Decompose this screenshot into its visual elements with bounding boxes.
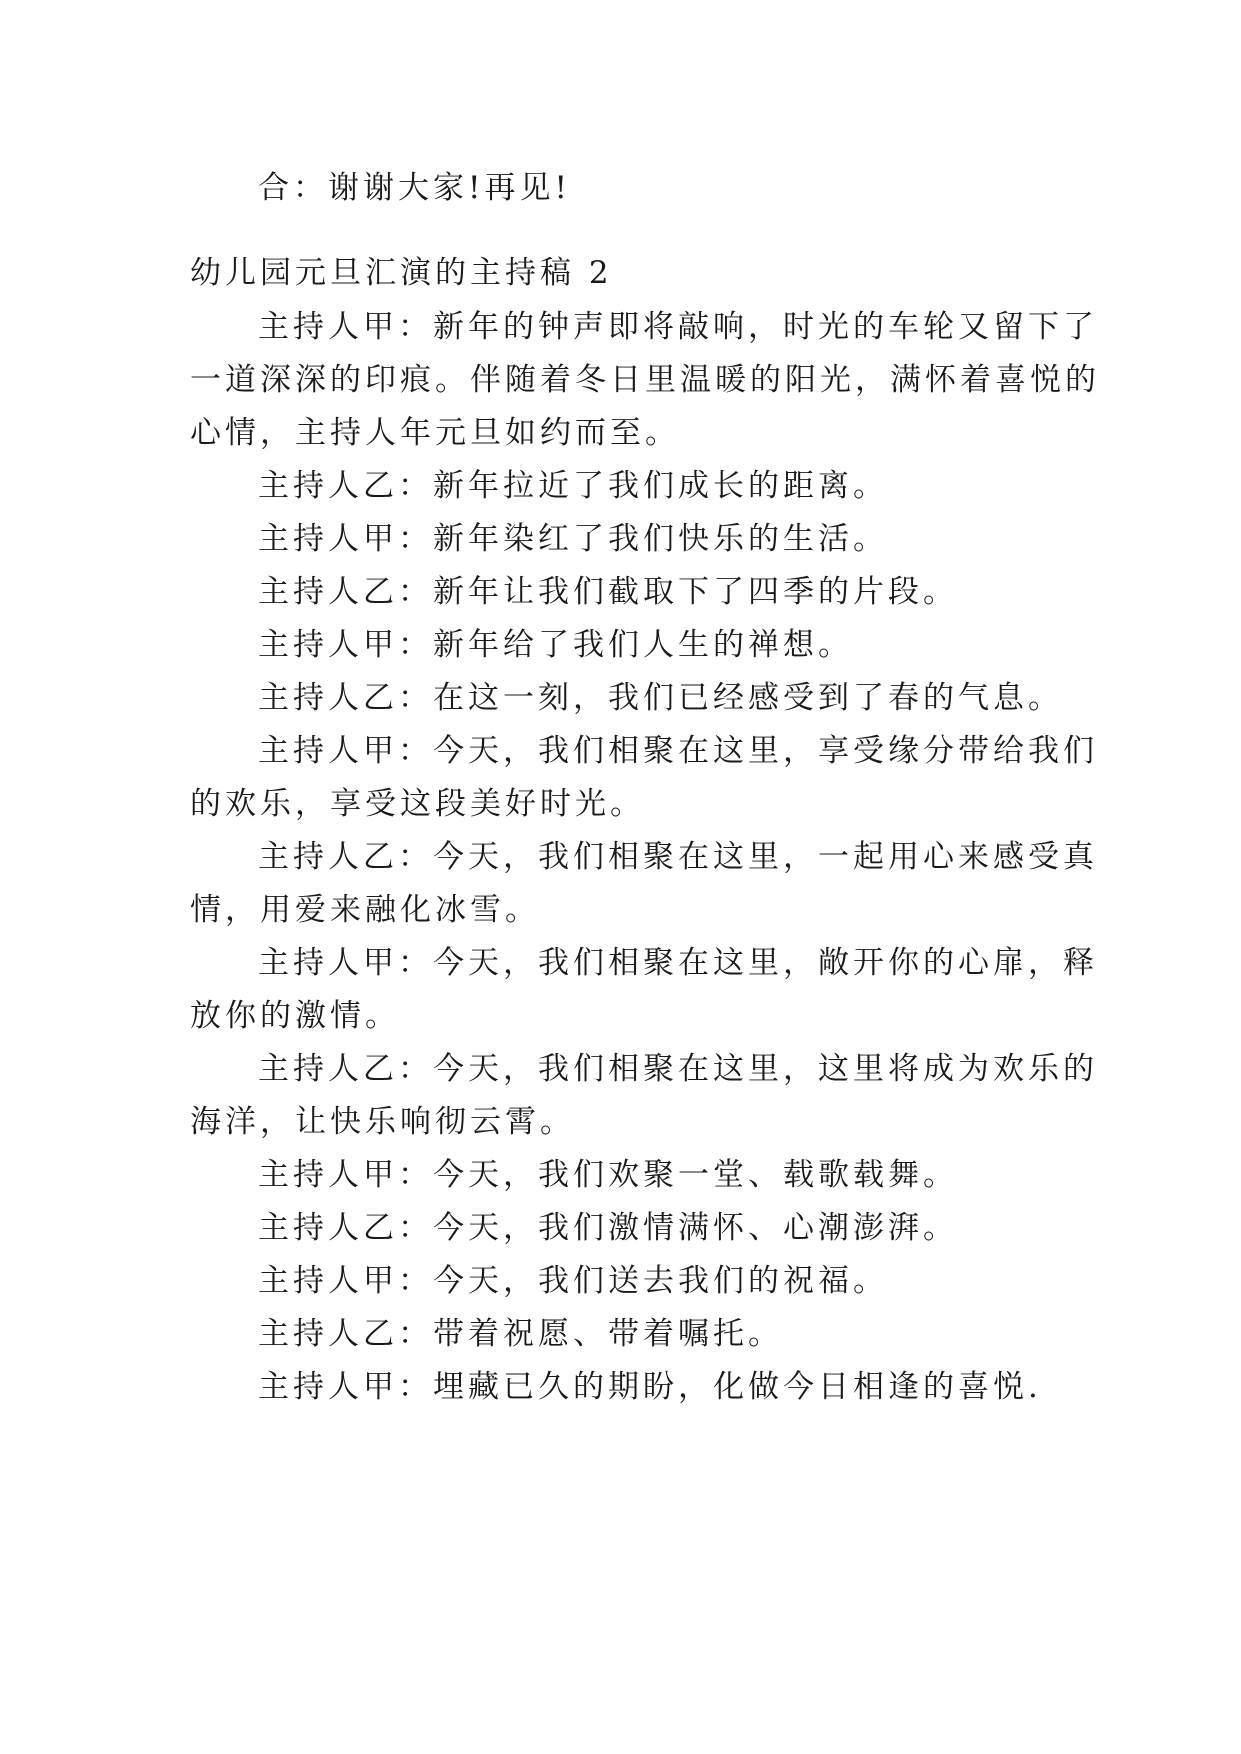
paragraph-line: 主持人甲：今天，我们相聚在这里，敞开你的心扉，释 xyxy=(258,945,1098,981)
paragraph-line: 主持人甲：新年的钟声即将敲响，时光的车轮又留下了 xyxy=(258,309,1098,345)
paragraph-line: 主持人乙：带着祝愿、带着嘱托。 xyxy=(258,1316,783,1352)
paragraph-line: 主持人甲：今天，我们欢聚一堂、载歌载舞。 xyxy=(258,1157,958,1193)
paragraph-line: 主持人乙：在这一刻，我们已经感受到了春的气息。 xyxy=(258,680,1063,716)
paragraph-line: 主持人甲：今天，我们相聚在这里，享受缘分带给我们 xyxy=(258,733,1098,769)
paragraph-line: 放你的激情。 xyxy=(190,998,400,1034)
paragraph-line: 主持人甲：新年给了我们人生的禅想。 xyxy=(258,627,853,663)
paragraph-line: 主持人乙：新年让我们截取下了四季的片段。 xyxy=(258,574,958,610)
paragraph-line: 的欢乐，享受这段美好时光。 xyxy=(190,786,645,822)
section-title: 幼儿园元旦汇演的主持稿 2 xyxy=(190,255,613,291)
paragraph-line: 主持人甲：新年染红了我们快乐的生活。 xyxy=(258,521,888,557)
paragraph-line: 主持人乙：今天，我们激情满怀、心潮澎湃。 xyxy=(258,1210,958,1246)
paragraph-line: 主持人甲：今天，我们送去我们的祝福。 xyxy=(258,1263,888,1299)
paragraph-line: 心情，主持人年元旦如约而至。 xyxy=(190,415,680,451)
paragraph-line: 一道深深的印痕。伴随着冬日里温暖的阳光，满怀着喜悦的 xyxy=(190,362,1100,398)
paragraph-line: 主持人乙：今天，我们相聚在这里，一起用心来感受真 xyxy=(258,839,1098,875)
paragraph-line: 主持人乙：今天，我们相聚在这里，这里将成为欢乐的 xyxy=(258,1051,1098,1087)
paragraph-line: 主持人甲：埋藏已久的期盼，化做今日相逢的喜悦. xyxy=(258,1369,1042,1405)
paragraph-line: 海洋，让快乐响彻云霄。 xyxy=(190,1104,575,1140)
paragraph-line: 主持人乙：新年拉近了我们成长的距离。 xyxy=(258,468,888,504)
paragraph-line: 情，用爱来融化冰雪。 xyxy=(190,892,540,928)
closing-line: 合：谢谢大家!再见! xyxy=(258,170,571,206)
